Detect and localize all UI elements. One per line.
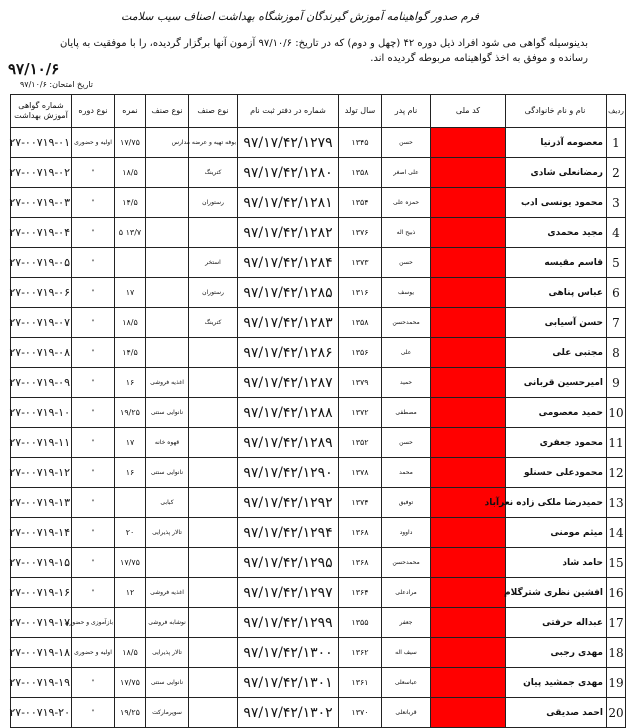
row-father-name: محمدحسن — [382, 308, 431, 338]
row-guild-sector: نانوایی سنتی — [146, 398, 189, 428]
row-guild-type — [189, 398, 238, 428]
row-guild-sector: کبابی — [146, 488, 189, 518]
row-guild-type — [189, 518, 238, 548]
row-guild-type — [189, 578, 238, 608]
row-father-name: محمدحسن — [382, 548, 431, 578]
row-index: 14 — [607, 518, 626, 548]
row-father-name: حسن — [382, 428, 431, 458]
row-guild-type — [189, 338, 238, 368]
row-father-name: حمزه علی — [382, 188, 431, 218]
header-grade: نمره — [115, 95, 146, 128]
row-birth-year: ۱۳۷۲ — [339, 398, 382, 428]
row-guild-type — [189, 638, 238, 668]
row-grade — [115, 248, 146, 278]
row-birth-year: ۱۳۷۶ — [339, 218, 382, 248]
row-father-name: حمید — [382, 368, 431, 398]
row-registration-number: ۹۷/۱۷/۴۲/۱۳۰۱ — [238, 668, 339, 698]
row-registration-number: ۹۷/۱۷/۴۲/۱۲۸۲ — [238, 218, 339, 248]
row-index: 11 — [607, 428, 626, 458]
row-certificate-number: ۲۷-۰۰۷۱۹-۱۰ — [11, 398, 72, 428]
row-guild-sector: نوشابه فروشی — [146, 608, 189, 638]
table-row — [11, 278, 626, 308]
table-row — [11, 608, 626, 638]
row-guild-type — [189, 428, 238, 458]
row-course-type: " — [72, 668, 115, 698]
row-registration-number: ۹۷/۱۷/۴۲/۱۲۹۷ — [238, 578, 339, 608]
row-index: 1 — [607, 128, 626, 158]
row-father-name: ذبیح اله — [382, 218, 431, 248]
row-index: 17 — [607, 608, 626, 638]
row-grade: ۱۶ — [115, 458, 146, 488]
header-cert: شماره گواهی آموزش بهداشت — [11, 95, 72, 128]
row-father-name: یوسف — [382, 278, 431, 308]
row-name: مجتبی علی — [506, 338, 607, 368]
row-name: عبداله حرفتی — [506, 608, 607, 638]
row-father-name: عباسعلی — [382, 668, 431, 698]
header-name: نام و نام خانوادگی — [506, 95, 607, 128]
row-national-code — [431, 638, 506, 668]
row-birth-year: ۱۳۶۱ — [339, 668, 382, 698]
row-registration-number: ۹۷/۱۷/۴۲/۱۲۹۲ — [238, 488, 339, 518]
row-national-code — [431, 458, 506, 488]
row-certificate-number: ۲۷-۰۰۷۱۹-۰۵ — [11, 248, 72, 278]
row-guild-sector: نانوایی سنتی — [146, 458, 189, 488]
exam-date: تاریخ امتحان: ۹۷/۱۰/۶ — [20, 80, 93, 89]
row-name: احمد صدیقی — [506, 698, 607, 728]
row-name: رمضانعلی شادی — [506, 158, 607, 188]
row-name: حمید معصومی — [506, 398, 607, 428]
row-name: مهدی جمشید پیان — [506, 668, 607, 698]
row-guild-sector: تالار پذیرایی — [146, 518, 189, 548]
row-registration-number: ۹۷/۱۷/۴۲/۱۲۸۱ — [238, 188, 339, 218]
row-father-name: مرادعلی — [382, 578, 431, 608]
row-certificate-number: ۲۷-۰۰۷۱۹-۱۷ — [11, 608, 72, 638]
row-course-type: " — [72, 398, 115, 428]
table-row — [11, 548, 626, 578]
row-registration-number: ۹۷/۱۷/۴۲/۱۲۷۹ — [238, 128, 339, 158]
header-reg: شماره در دفتر ثبت نام — [238, 95, 339, 128]
row-index: 6 — [607, 278, 626, 308]
row-course-type: اولیه و حضوری — [72, 638, 115, 668]
row-national-code — [431, 158, 506, 188]
row-registration-number: ۹۷/۱۷/۴۲/۱۳۰۲ — [238, 698, 339, 728]
row-national-code — [431, 698, 506, 728]
row-certificate-number: ۲۷-۰۰۷۱۹-۰۴ — [11, 218, 72, 248]
row-registration-number: ۹۷/۱۷/۴۲/۱۲۸۴ — [238, 248, 339, 278]
row-registration-number: ۹۷/۱۷/۴۲/۱۲۸۸ — [238, 398, 339, 428]
row-registration-number: ۹۷/۱۷/۴۲/۱۲۸۷ — [238, 368, 339, 398]
row-national-code — [431, 518, 506, 548]
row-guild-sector — [146, 548, 189, 578]
row-name: افشین نظری شترگلام — [506, 578, 607, 608]
row-father-name: حسن — [382, 128, 431, 158]
row-guild-type — [189, 668, 238, 698]
row-registration-number: ۹۷/۱۷/۴۲/۱۲۸۶ — [238, 338, 339, 368]
row-guild-sector — [146, 248, 189, 278]
row-certificate-number: ۲۷-۰۰۷۱۹-۰۳ — [11, 188, 72, 218]
row-guild-sector: تالار پذیرایی — [146, 638, 189, 668]
row-course-type: " — [72, 548, 115, 578]
row-name: قاسم مقیسه — [506, 248, 607, 278]
row-guild-sector — [146, 158, 189, 188]
row-national-code — [431, 578, 506, 608]
row-birth-year: ۱۳۵۶ — [339, 338, 382, 368]
row-name: مهدی رجبی — [506, 638, 607, 668]
row-name: میثم مومنی — [506, 518, 607, 548]
row-national-code — [431, 218, 506, 248]
row-national-code — [431, 338, 506, 368]
row-birth-year: ۱۳۵۲ — [339, 428, 382, 458]
row-guild-type: کترینگ — [189, 158, 238, 188]
row-guild-type: رستوران — [189, 278, 238, 308]
row-name: محمودعلی حسنلو — [506, 458, 607, 488]
row-certificate-number: ۲۷-۰۰۷۱۹-۱۱ — [11, 428, 72, 458]
row-grade: ۱۶ — [115, 368, 146, 398]
header-type: نوع صنف — [189, 95, 238, 128]
row-registration-number: ۹۷/۱۷/۴۲/۱۲۸۹ — [238, 428, 339, 458]
trainees-table — [10, 94, 626, 728]
header-father: نام پدر — [382, 95, 431, 128]
row-guild-type — [189, 458, 238, 488]
row-certificate-number: ۲۷-۰۰۷۱۹-۰۲ — [11, 158, 72, 188]
row-grade: ۱۲ — [115, 578, 146, 608]
row-father-name: محمد — [382, 458, 431, 488]
row-guild-sector: اغذیه فروشی — [146, 578, 189, 608]
row-father-name: سیف اله — [382, 638, 431, 668]
table-row — [11, 128, 626, 158]
intro-paragraph: بدینوسیله گواهی می شود افراد ذیل دوره ۴۲ (چهل و دوم) که در تاریخ: ۹۷/۱۰/۶ آزمون آنها برگزار گردیده، را با موفقیت به پایان رسانده و موفق به اخذ گواهینامه مربوطه گردیده اند. — [59, 38, 588, 64]
table-row — [11, 698, 626, 728]
table-row — [11, 308, 626, 338]
row-guild-sector — [146, 218, 189, 248]
row-guild-type — [189, 548, 238, 578]
row-name: حسن آسیابی — [506, 308, 607, 338]
form-title: فرم صدور گواهینامه آموزش گیرندگان آموزشگاه بهداشت اصناف سیب سلامت — [120, 10, 479, 23]
row-grade — [115, 488, 146, 518]
row-national-code — [431, 368, 506, 398]
row-father-name: حسن — [382, 248, 431, 278]
row-course-type: " — [72, 428, 115, 458]
row-index: 4 — [607, 218, 626, 248]
row-registration-number: ۹۷/۱۷/۴۲/۱۲۹۰ — [238, 458, 339, 488]
row-certificate-number: ۲۷-۰۰۷۱۹-۱۳ — [11, 488, 72, 518]
row-certificate-number: ۲۷-۰۰۷۱۹-۰۹ — [11, 368, 72, 398]
row-name: حامد شاد — [506, 548, 607, 578]
row-grade: ۲۰ — [115, 518, 146, 548]
row-guild-type — [189, 608, 238, 638]
row-grade: ۱۸/۵ — [115, 638, 146, 668]
row-birth-year: ۱۳۷۸ — [339, 458, 382, 488]
table-row — [11, 488, 626, 518]
table-row — [11, 458, 626, 488]
row-certificate-number: ۲۷-۰۰۷۱۹-۰۱ — [11, 128, 72, 158]
row-registration-number: ۹۷/۱۷/۴۲/۱۲۸۳ — [238, 308, 339, 338]
row-national-code — [431, 398, 506, 428]
header-code: کد ملی — [431, 95, 506, 128]
row-course-type: " — [72, 488, 115, 518]
row-father-name: داوود — [382, 518, 431, 548]
table-row — [11, 188, 626, 218]
row-index: 19 — [607, 668, 626, 698]
row-father-name: مصطفی — [382, 398, 431, 428]
table-row — [11, 638, 626, 668]
row-course-type: بازآموزی و حضوری — [72, 608, 115, 638]
row-father-name: جعفر — [382, 608, 431, 638]
row-index: 3 — [607, 188, 626, 218]
row-certificate-number: ۲۷-۰۰۷۱۹-۱۹ — [11, 668, 72, 698]
row-certificate-number: ۲۷-۰۰۷۱۹-۰۷ — [11, 308, 72, 338]
row-course-type: " — [72, 518, 115, 548]
row-course-type: " — [72, 218, 115, 248]
row-birth-year: ۱۳۶۲ — [339, 638, 382, 668]
table-row — [11, 368, 626, 398]
row-registration-number: ۹۷/۱۷/۴۲/۱۲۹۴ — [238, 518, 339, 548]
row-name: حمیدرضا ملکی زاده نعرآباد — [506, 488, 607, 518]
table-row — [11, 158, 626, 188]
row-name: محمود جعفری — [506, 428, 607, 458]
row-guild-sector: نانوایی سنتی — [146, 668, 189, 698]
table-row — [11, 668, 626, 698]
row-course-type: " — [72, 158, 115, 188]
row-certificate-number: ۲۷-۰۰۷۱۹-۲۰ — [11, 698, 72, 728]
row-index: 15 — [607, 548, 626, 578]
row-grade: ۱۸/۵ — [115, 158, 146, 188]
row-index: 2 — [607, 158, 626, 188]
row-guild-sector: سوپرمارکت — [146, 698, 189, 728]
table-row — [11, 248, 626, 278]
row-guild-type: استخر — [189, 248, 238, 278]
row-birth-year: ۱۳۷۹ — [339, 368, 382, 398]
row-guild-type — [189, 488, 238, 518]
table-row — [11, 218, 626, 248]
row-course-type: " — [72, 368, 115, 398]
header-index: ردیف — [607, 95, 626, 128]
row-index: 12 — [607, 458, 626, 488]
row-birth-year: ۱۳۵۴ — [339, 188, 382, 218]
row-certificate-number: ۲۷-۰۰۷۱۹-۱۶ — [11, 578, 72, 608]
row-birth-year: ۱۳۷۳ — [339, 248, 382, 278]
table-row — [11, 518, 626, 548]
row-national-code — [431, 428, 506, 458]
row-national-code — [431, 668, 506, 698]
row-course-type: " — [72, 578, 115, 608]
row-index: 7 — [607, 308, 626, 338]
row-grade: ۱۷ — [115, 428, 146, 458]
table-row — [11, 398, 626, 428]
row-index: 16 — [607, 578, 626, 608]
row-index: 20 — [607, 698, 626, 728]
row-course-type: " — [72, 308, 115, 338]
row-national-code — [431, 188, 506, 218]
handwritten-date: ۹۷/۱۰/۶ — [8, 60, 60, 78]
table-row — [11, 578, 626, 608]
row-grade: ۱۹/۲۵ — [115, 698, 146, 728]
row-certificate-number: ۲۷-۰۰۷۱۹-۰۸ — [11, 338, 72, 368]
row-grade: ۱۷/۷۵ — [115, 128, 146, 158]
row-grade: ۱۹/۲۵ — [115, 398, 146, 428]
header-birth: سال تولد — [339, 95, 382, 128]
row-certificate-number: ۲۷-۰۰۷۱۹-۱۸ — [11, 638, 72, 668]
row-national-code — [431, 248, 506, 278]
row-grade: ۱۴/۵ — [115, 188, 146, 218]
row-course-type: " — [72, 458, 115, 488]
row-grade: ۱۷ — [115, 278, 146, 308]
row-guild-type: کترینگ — [189, 308, 238, 338]
row-father-name: قربانعلی — [382, 698, 431, 728]
row-grade: ۱۷/۷۵ — [115, 668, 146, 698]
table-row — [11, 428, 626, 458]
table-row — [11, 338, 626, 368]
row-grade: ۱۸/۵ — [115, 308, 146, 338]
table-header-row — [11, 95, 626, 128]
row-guild-type: بوفه تهیه و عرضه مدارس — [189, 128, 238, 158]
row-birth-year: ۱۳۷۰ — [339, 698, 382, 728]
row-guild-sector — [146, 278, 189, 308]
row-name: معصومه آذرنیا — [506, 128, 607, 158]
row-index: 18 — [607, 638, 626, 668]
row-national-code — [431, 308, 506, 338]
row-birth-year: ۱۳۶۴ — [339, 578, 382, 608]
row-course-type: " — [72, 698, 115, 728]
header-sector: نوع صنف — [146, 95, 189, 128]
row-national-code — [431, 548, 506, 578]
row-guild-type — [189, 368, 238, 398]
row-national-code — [431, 128, 506, 158]
row-registration-number: ۹۷/۱۷/۴۲/۱۲۹۹ — [238, 608, 339, 638]
row-guild-type — [189, 218, 238, 248]
row-registration-number: ۹۷/۱۷/۴۲/۱۲۸۰ — [238, 158, 339, 188]
row-registration-number: ۹۷/۱۷/۴۲/۱۳۰۰ — [238, 638, 339, 668]
row-guild-sector — [146, 338, 189, 368]
row-name: مجید محمدی — [506, 218, 607, 248]
row-certificate-number: ۲۷-۰۰۷۱۹-۱۲ — [11, 458, 72, 488]
row-father-name: علی اصغر — [382, 158, 431, 188]
row-index: 10 — [607, 398, 626, 428]
row-grade: ۱۷/۷۵ — [115, 548, 146, 578]
row-certificate-number: ۲۷-۰۰۷۱۹-۰۶ — [11, 278, 72, 308]
row-certificate-number: ۲۷-۰۰۷۱۹-۱۵ — [11, 548, 72, 578]
row-national-code — [431, 608, 506, 638]
row-guild-type: رستوران — [189, 188, 238, 218]
row-birth-year: ۱۳۵۸ — [339, 308, 382, 338]
row-registration-number: ۹۷/۱۷/۴۲/۱۲۹۵ — [238, 548, 339, 578]
row-name: عباس پناهی — [506, 278, 607, 308]
row-birth-year: ۱۳۱۶ — [339, 278, 382, 308]
table-body — [11, 128, 626, 728]
row-grade: ۱۴/۵ — [115, 338, 146, 368]
row-index: 8 — [607, 338, 626, 368]
row-guild-sector — [146, 188, 189, 218]
row-index: 9 — [607, 368, 626, 398]
row-national-code — [431, 278, 506, 308]
row-guild-type — [189, 698, 238, 728]
row-father-name: توفیق — [382, 488, 431, 518]
row-index: 13 — [607, 488, 626, 518]
row-guild-sector — [146, 308, 189, 338]
row-grade: ۱۳/۷ ۵ — [115, 218, 146, 248]
row-index: 5 — [607, 248, 626, 278]
row-name: امیرحسین قربانی — [506, 368, 607, 398]
row-birth-year: ۱۳۵۸ — [339, 158, 382, 188]
row-father-name: علی — [382, 338, 431, 368]
row-birth-year: ۱۳۴۵ — [339, 128, 382, 158]
row-course-type: " — [72, 338, 115, 368]
row-birth-year: ۱۳۷۴ — [339, 488, 382, 518]
row-guild-sector: قهوه خانه — [146, 428, 189, 458]
row-grade — [115, 608, 146, 638]
row-registration-number: ۹۷/۱۷/۴۲/۱۲۸۵ — [238, 278, 339, 308]
row-course-type: " — [72, 278, 115, 308]
row-course-type: " — [72, 188, 115, 218]
row-course-type: " — [72, 248, 115, 278]
row-birth-year: ۱۳۶۸ — [339, 548, 382, 578]
row-name: محمود یونسی ادب — [506, 188, 607, 218]
header-course: نوع دوره — [72, 95, 115, 128]
row-birth-year: ۱۳۶۸ — [339, 518, 382, 548]
row-birth-year: ۱۳۵۵ — [339, 608, 382, 638]
row-certificate-number: ۲۷-۰۰۷۱۹-۱۴ — [11, 518, 72, 548]
row-guild-sector: اغذیه فروشی — [146, 368, 189, 398]
row-course-type: اولیه و حضوری — [72, 128, 115, 158]
